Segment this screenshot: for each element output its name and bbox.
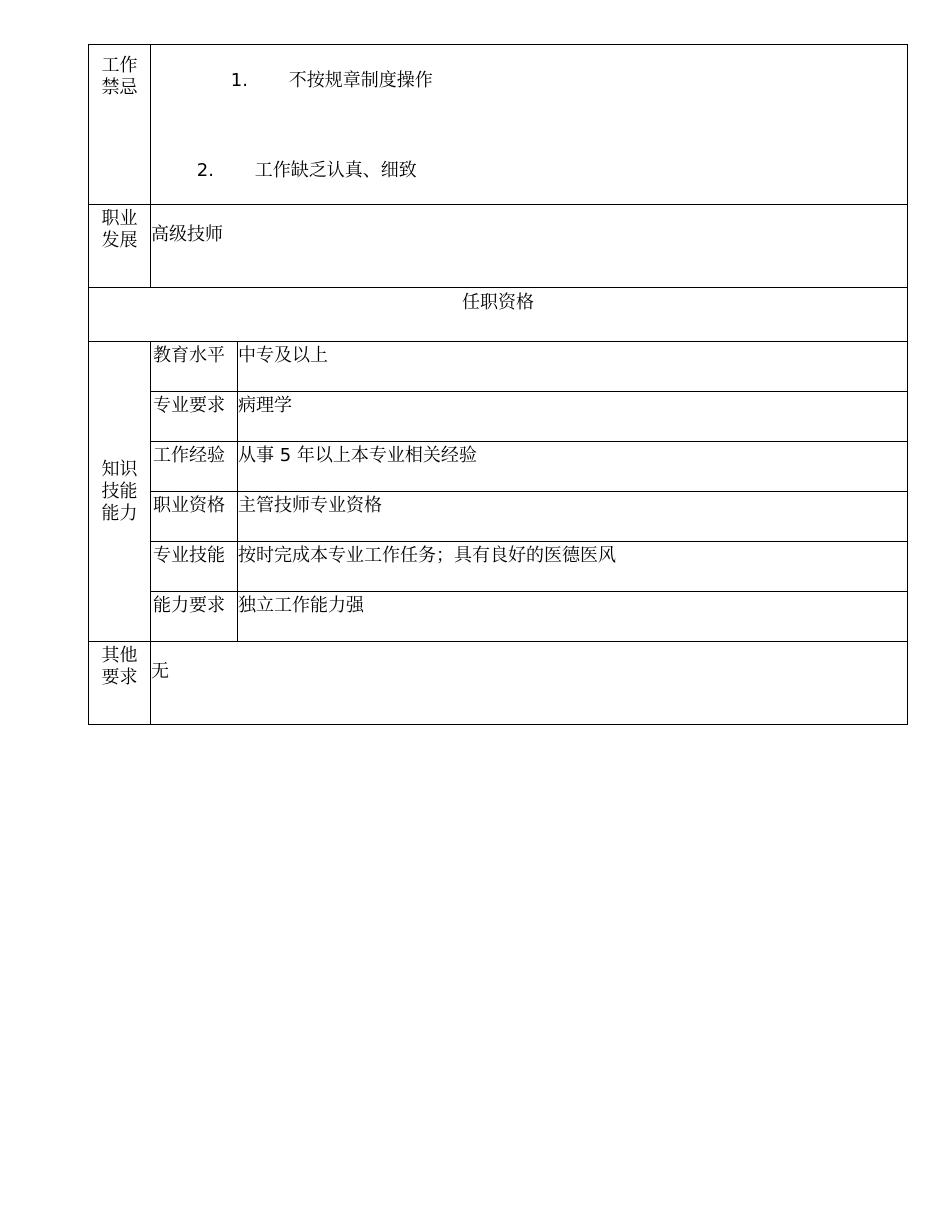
experience-value: 从事 5 年以上本专业相关经验 <box>238 442 908 492</box>
prohibitions-content <box>151 45 908 205</box>
major-label: 专业要求 <box>151 392 238 442</box>
other-label: 其他 要求 <box>89 642 151 725</box>
qualifications-group-label: 知识 技能 能力 <box>89 342 151 642</box>
major-value: 病理学 <box>238 392 908 442</box>
skills-label: 专业技能 <box>151 542 238 592</box>
prohibition-item-1-number: 1. <box>230 70 248 91</box>
other-row <box>89 642 908 725</box>
ability-label: 能力要求 <box>151 592 238 642</box>
prohibition-item-1 <box>151 48 907 114</box>
qualifications-title-row <box>89 288 908 342</box>
job-description-table <box>88 44 908 725</box>
certification-value: 主管技师专业资格 <box>238 492 908 542</box>
experience-label: 工作经验 <box>151 442 238 492</box>
qualification-row-education <box>89 342 908 392</box>
skills-value: 按时完成本专业工作任务；具有良好的医德医风 <box>238 542 908 592</box>
career-value: 高级技师 <box>151 205 908 288</box>
certification-label: 职业资格 <box>151 492 238 542</box>
qualification-row-major <box>89 392 908 442</box>
prohibitions-label: 工作 禁忌 <box>89 45 151 205</box>
prohibition-item-1-text: 不按规章制度操作 <box>288 70 433 91</box>
qualification-row-certification <box>89 492 908 542</box>
other-value: 无 <box>151 642 908 725</box>
prohibitions-row <box>89 45 908 205</box>
qualifications-title: 任职资格 <box>89 288 908 342</box>
education-value: 中专及以上 <box>238 342 908 392</box>
qualification-row-ability <box>89 592 908 642</box>
qualification-row-experience <box>89 442 908 492</box>
career-row <box>89 205 908 288</box>
prohibition-item-2-number: 2. <box>196 160 214 181</box>
prohibition-item-2-text: 工作缺乏认真、细致 <box>254 160 417 181</box>
qualification-row-skills <box>89 542 908 592</box>
career-label: 职业 发展 <box>89 205 151 288</box>
ability-value: 独立工作能力强 <box>238 592 908 642</box>
education-label: 教育水平 <box>151 342 238 392</box>
prohibition-item-2 <box>151 138 907 204</box>
